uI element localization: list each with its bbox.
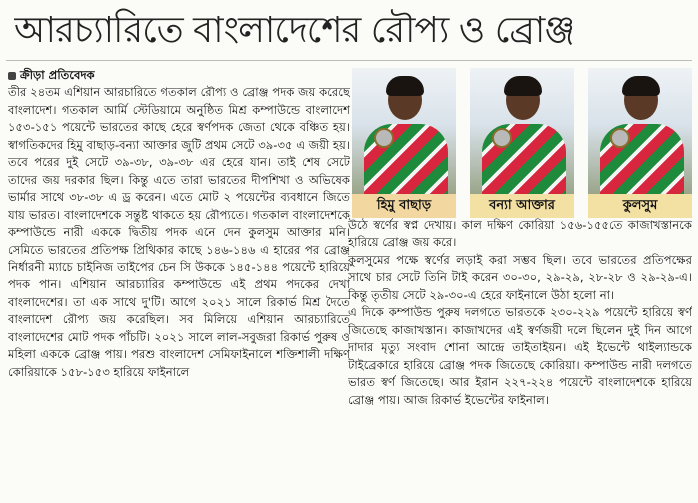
article-paragraph: কুলসুমের পক্ষে স্বর্ণের লড়াই করা সম্ভব ছিল। তবে ভারতের প্রতিপক্ষের সাথে চার সেটে তিনি টাই করেন ৩০-৩০, ২৯-২৯, ২৮-২৮ ও ২৯-২৯-এ। কিন্তু তৃতীয় সেটে ২৯-৩০-এ হেরে ফাইনালে উঠা হলো না। — [348, 252, 692, 302]
hair-shape — [622, 76, 660, 96]
photo-bonna-akter — [470, 68, 574, 194]
medal-icon — [610, 128, 630, 148]
byline-text: ক্রীড়া প্রতিবেদক — [20, 68, 95, 82]
hair-shape — [504, 76, 542, 96]
article-column-right — [348, 217, 692, 500]
photo-himu-bachhar — [352, 68, 456, 194]
photo-kulsum — [588, 68, 692, 194]
headline-divider — [6, 60, 692, 61]
hair-shape — [386, 76, 424, 96]
byline — [8, 67, 350, 84]
article-paragraph: উঠে স্বর্ণের স্বপ্ন দেখায়। কাল দক্ষিণ কোরিয়া ১৫৬-১৫৫তে কাজাখস্তানকে হারিয়ে ব্রোঞ্জ জয় করে। — [348, 218, 692, 250]
article-column-left — [8, 67, 350, 499]
article-paragraph: তীর ২৪তম এশিয়ান আরচারিতে গতকাল রৌপ্য ও ব্রোঞ্জ পদক জয় করেছে বাংলাদেশ। গতকাল আর্মি স্টেডিয়ামে অনুষ্ঠিত মিশ্র কম্পাউন্ডে বাংলাদেশ ১৫৩-১৫১ পয়েন্টে ভারতের কাছে হেরে স্বর্ণপদক জেতা থেকে বঞ্চিত হয়। স্বাগতিকদের হিমু বাছাড়-বন্যা আক্তার জুটি প্রথম সেটে ৩৯-৩৫ এ জয়ী হয়। তবে পরের দুই সেটে ৩৯-৩৮, ৩৯-৩৮ এর হেরে যান। তাই শেষ সেটে তাদের জয় দরকার ছিল। কিন্তু এতে তারা ভারতের দীপশিখা ও অভিষেক ভার্মার সাথে ৩৮-৩৮ এ ড্র করেন। এতে মোট ২ পয়েন্টের ব্যবধানে জিতে যায় ভারত। বাংলাদেশকে সন্তুষ্ট থাকতে হয় রৌপ্যতে। গতকাল বাংলাদেশকে কম্পাউন্ডে নারী এককে দ্বিতীয় পদক এনে দেন কুলসুম আক্তার মনি। সেমিতে ভারতের প্রতিপক্ষ প্রিথিকার কাছে ১৪৬-১৪৬ এ হারের পর ব্রোঞ্জ নির্ধারনী ম্যাচে চাইনিজ তাইপের চেন সি উককে ১৪৫-১৪৪ পয়েন্টে হারিয়ে পদক পান। এশিয়ান আরচ্যারির কম্পাউন্ডে এই প্রথম পদকের দেখা বাংলাদেশের। তা এক সাথে দু'টি। আগে ২০২১ সালে রিকার্ভ মিশ্র দৈতে বাংলাদেশ রৌপ্য জয় করেছিল। সব মিলিয়ে এশিয়ান আরচ্যারিতে বাংলাদেশের মোট পদক পাঁচটি। ২০২১ সালে লাল-সবুজরা রিকার্ভ পুরুষ ও মহিলা এককে ব্রোঞ্জ পায়। পরশু বাংলাদেশ সেমিফাইনালে শক্তিশালী দক্ষিণ কোরিয়াকে ১৫৮-১৫৩ হারিয়ে ফাইনালে — [8, 85, 350, 379]
headline: আরচ্যারিতে বাংলাদেশের রৌপ্য ও ব্রোঞ্জ — [14, 10, 575, 51]
article-paragraph: এ দিকে কম্পাউন্ড পুরুষ দলগতে ভারতকে ২৩০-২২৯ পয়েন্টে হারিয়ে স্বর্ণ জিতেছে কাজাখস্তান। কাজাখদের এই স্বর্ণজয়ী দলে ছিলেন দুই দিন আগে দাদার মৃত্যু সংবাদ শোনা আন্দ্রে তাইতাইয়ন। এই ইভেন্টে থাইল্যান্ডকে টাইব্রেকারে হারিয়ে ব্রোঞ্জ পদক জিতেছে কোরিয়া। কম্পাউন্ড নারী দলগতে ভারত স্বর্ণ জিতেছে। আর ইরান ২২৭-২২৪ পয়েন্টে বাংলাদেশকে হারিয়ে ব্রোঞ্জ পায়। আজ রিকার্ভ ইভেন্টের ফাইনাল। — [348, 305, 692, 407]
medal-icon — [374, 128, 394, 148]
photo-caption: হিমু বাছাড় — [352, 194, 456, 218]
photo-strip — [352, 68, 692, 218]
photo-caption: বন্যা আক্তার — [470, 194, 574, 218]
bullet-icon — [8, 72, 16, 80]
photo-caption: কুলসুম — [588, 194, 692, 218]
medal-icon — [492, 128, 512, 148]
